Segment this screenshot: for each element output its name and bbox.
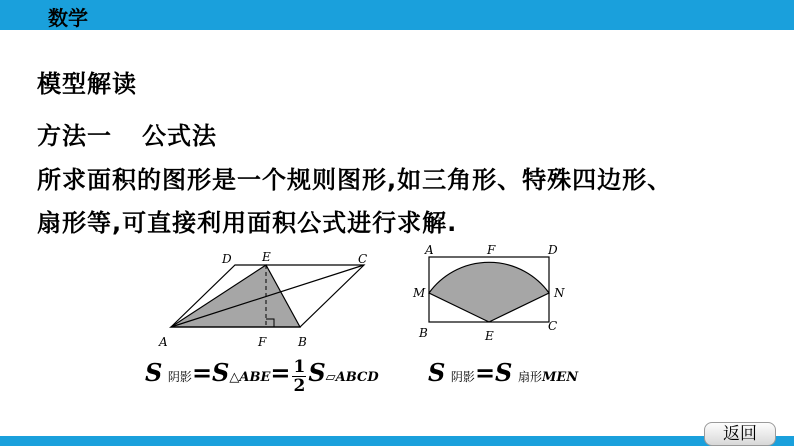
formula1-s2: S bbox=[308, 358, 326, 387]
back-button[interactable]: 返回 bbox=[704, 422, 776, 446]
formula1-eq2: = bbox=[270, 358, 291, 387]
top-bar bbox=[0, 0, 794, 30]
label-m2: M bbox=[413, 286, 426, 300]
label-f: F bbox=[258, 335, 267, 349]
label-a2: A bbox=[425, 243, 434, 257]
formula2-eq: =S bbox=[474, 358, 513, 387]
bottom-bar bbox=[0, 436, 794, 446]
formula1-s: S bbox=[145, 358, 163, 387]
formula2-s: S bbox=[428, 358, 446, 387]
label-b: B bbox=[298, 335, 307, 349]
figure-parallelogram bbox=[150, 245, 380, 350]
formula2-sector-sub: 扇形 bbox=[517, 370, 542, 384]
formula1-shade-sub: 阴影 bbox=[167, 370, 192, 384]
label-c2: C bbox=[548, 319, 558, 333]
method-name: 公式法 bbox=[142, 122, 217, 150]
label-e2: E bbox=[485, 329, 494, 343]
label-f2: F bbox=[487, 243, 496, 257]
formula1-tri-sub: △ABE bbox=[229, 370, 271, 385]
method-heading bbox=[37, 116, 217, 151]
subject-title: 数学 bbox=[48, 6, 88, 30]
paragraph-line-2: 扇形等,可直接利用面积公式进行求解. bbox=[37, 209, 458, 237]
figure-sector bbox=[405, 240, 570, 350]
label-d: D bbox=[222, 252, 232, 266]
label-b2: B bbox=[419, 326, 428, 340]
formula2-sector-name: MEN bbox=[541, 370, 579, 385]
formula-sector bbox=[428, 358, 578, 387]
formula2-shade-sub: 阴影 bbox=[450, 370, 475, 384]
formula-triangle bbox=[145, 358, 379, 395]
paragraph-line-1: 所求面积的图形是一个规则图形,如三角形、特殊四边形、 bbox=[37, 166, 673, 194]
shaded-triangle-abe bbox=[171, 265, 300, 327]
formula1-eq1: =S bbox=[191, 358, 230, 387]
label-a: A bbox=[159, 335, 168, 349]
formula1-para-sub: ▱ABCD bbox=[325, 370, 379, 385]
fraction-half bbox=[292, 358, 306, 395]
fraction-numerator: 1 bbox=[293, 357, 306, 377]
label-n2: N bbox=[554, 286, 565, 300]
label-d2: D bbox=[548, 243, 558, 257]
method-label: 方法一 bbox=[37, 122, 112, 150]
shaded-sector-men bbox=[429, 262, 549, 322]
label-c: C bbox=[358, 252, 368, 266]
label-e: E bbox=[262, 250, 271, 264]
fraction-denominator: 2 bbox=[293, 376, 306, 396]
section-title: 模型解读 bbox=[37, 70, 137, 98]
